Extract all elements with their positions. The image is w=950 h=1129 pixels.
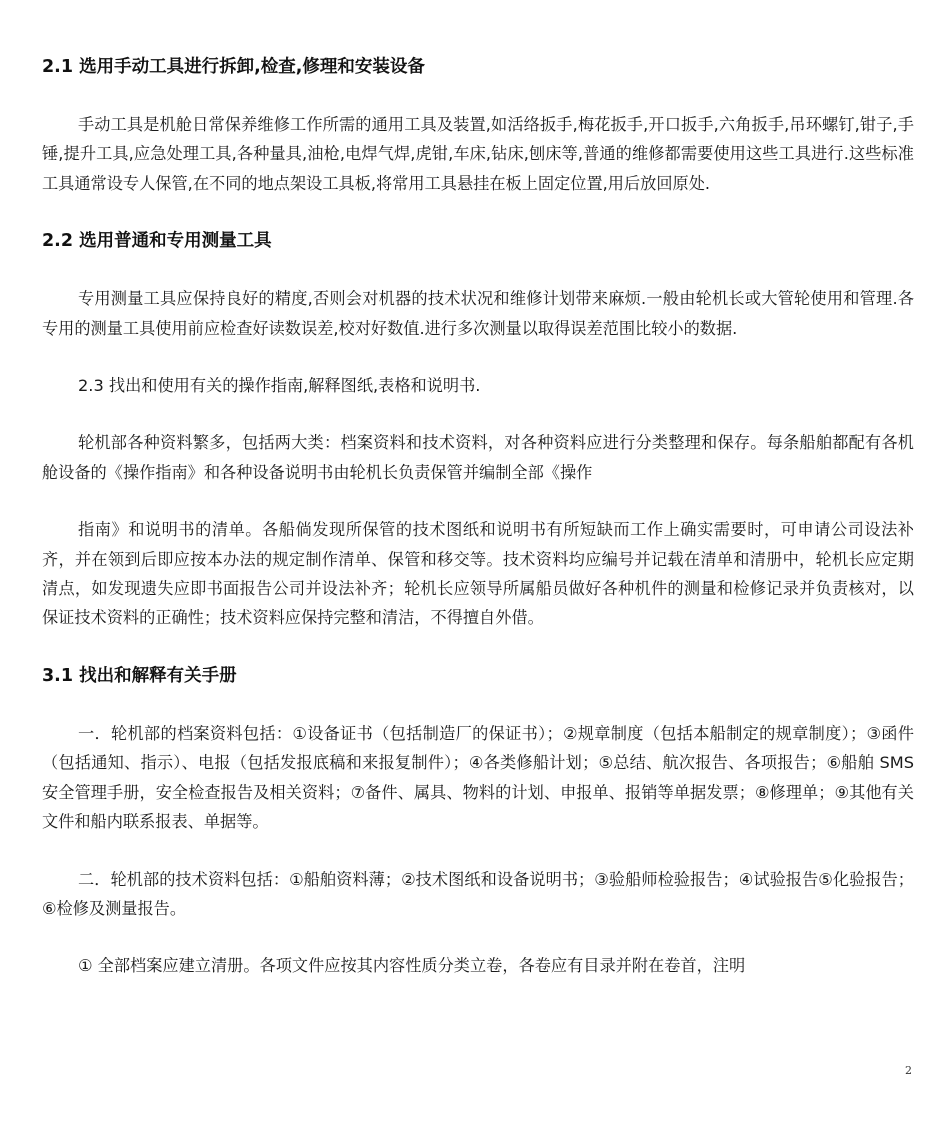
paragraph-hand-tools: 手动工具是机舱日常保养维修工作所需的通用工具及装置,如活络扳手,梅花扳手,开口扳手,六角扳手,吊环螺钉,钳子,手锤,提升工具,应急处理工具,各种量具,油枪,电焊气焊,虎钳,车床,钻床,刨床等,普通的维修都需要使用这些工具进行.这些标准工具通常设专人保管,在不同的地点架设工具板,将常用工具悬挂在板上固定位置,用后放回原处. <box>42 115 914 193</box>
paragraph-manuals-list: 指南》和说明书的清单。各船倘发现所保管的技术图纸和说明书有所短缺而工作上确实需要时，可申请公司设法补齐，并在领到后即应按本办法的规定制作清单、保管和移交等。技术资料均应编号并记载在清单和清册中，轮机长应定期清点，如发现遗失应即书面报告公司并设法补齐；轮机长应领导所属船员做好各种机件的测量和检修记录并负责核对，以保证技术资料的正确性；技术资料应保持完整和清洁，不得擅自外借。 <box>42 520 914 628</box>
section-heading-2-1: 2.1 选用手动工具进行拆卸,检查,修理和安装设备 <box>42 57 425 77</box>
page-number: 2 <box>905 1064 912 1077</box>
paragraph-engine-documents: 轮机部各种资料繁多，包括两大类：档案资料和技术资料，对各种资料应进行分类整理和保存。每条船舶都配有各机舱设备的《操作指南》和各种设备说明书由轮机长负责保管并编制全部《操作 <box>42 433 914 482</box>
paragraph-archive-register: ① 全部档案应建立清册。各项文件应按其内容性质分类立卷，各卷应有目录并附在卷首，注明 <box>78 956 746 976</box>
paragraph-technical-materials: 二．轮机部的技术资料包括：①船舶资料薄；②技术图纸和设备说明书；③验船师检验报告；④试验报告⑤化验报告；⑥检修及测量报告。 <box>42 869 914 918</box>
paragraph-2-3-subheading: 2.3 找出和使用有关的操作指南,解释图纸,表格和说明书. <box>78 376 481 396</box>
paragraph-archive-materials: 一．轮机部的档案资料包括：①设备证书（包括制造厂的保证书）；②规章制度（包括本船制定的规章制度）；③函件（包括通知、指示）、电报（包括发报底稿和来报复制件）；④各类修船计划；⑤总结、航次报告、各项报告；⑥船舶 SMS 安全管理手册，安全检查报告及相关资料；⑦备件、属具、物料的计划、申报单、报销等单据发票；⑧修理单；⑨其他有关文件和船内联系报表、单据等。 <box>42 723 914 832</box>
section-heading-3-1: 3.1 找出和解释有关手册 <box>42 665 237 686</box>
section-heading-2-2: 2.2 选用普通和专用测量工具 <box>42 231 272 252</box>
document-page <box>42 52 914 1009</box>
paragraph-measuring-tools: 专用测量工具应保持良好的精度,否则会对机器的技术状况和维修计划带来麻烦.一般由轮机长或大管轮使用和管理.各专用的测量工具使用前应检查好读数误差,校对好数值.进行多次测量以取得误差范围比较小的数据. <box>42 289 914 338</box>
